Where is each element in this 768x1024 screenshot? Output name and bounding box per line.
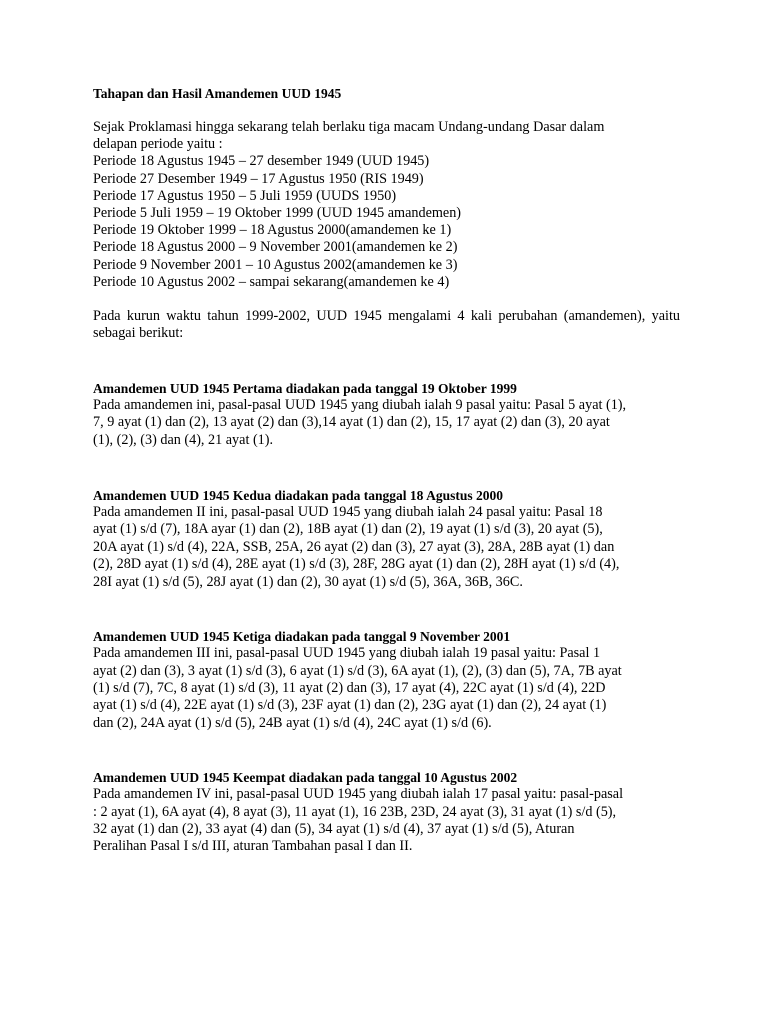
period-line: Periode 27 Desember 1949 – 17 Agustus 1950 (RIS 1949) — [93, 170, 424, 187]
section-text-line: (1) s/d (7), 7C, 8 ayat (1) s/d (3), 11 ayat (2) dan (3), 17 ayat (4), 22C ayat (1) s/d (4), 22D — [93, 679, 606, 696]
section-text-line: 28I ayat (1) s/d (5), 28J ayat (1) dan (2), 30 ayat (1) s/d (5), 36A, 36B, 36C. — [93, 573, 523, 590]
section-heading: Amandemen UUD 1945 Keempat diadakan pada tanggal 10 Agustus 2002 — [93, 770, 518, 786]
amendment-section-2 — [93, 487, 680, 591]
period-line: Periode 18 Agustus 2000 – 9 November 2001(amandemen ke 2) — [93, 239, 458, 256]
section-text-line: dan (2), 24A ayat (1) s/d (5), 24B ayat (1) s/d (4), 24C ayat (1) s/d (6). — [93, 714, 492, 731]
period-line: Periode 18 Agustus 1945 – 27 desember 1949 (UUD 1945) — [93, 153, 430, 170]
section-text-line: Pada amandemen ini, pasal-pasal UUD 1945 yang diubah ialah 9 pasal yaitu: Pasal 5 ayat (1), — [93, 396, 627, 413]
amendment-section-4 — [93, 769, 680, 856]
section-text-line: : 2 ayat (1), 6A ayat (4), 8 ayat (3), 11 ayat (1), 16 23B, 23D, 24 ayat (3), 31 ayat (1) s/d (5), — [93, 803, 617, 820]
period-line: Periode 17 Agustus 1950 – 5 Juli 1959 (UUDS 1950) — [93, 187, 397, 204]
section-text-line: 32 ayat (1) dan (2), 33 ayat (4) dan (5), 34 ayat (1) s/d (4), 37 ayat (1) s/d (5), Aturan — [93, 820, 575, 837]
section-text-line: ayat (1) s/d (7), 18A ayar (1) dan (2), 18B ayat (1) dan (2), 19 ayat (1) s/d (3), 20 ayat (5), — [93, 521, 603, 538]
section-heading: Amandemen UUD 1945 Ketiga diadakan pada tanggal 9 November 2001 — [93, 629, 511, 645]
section-text-line: Pada amandemen II ini, pasal-pasal UUD 1945 yang diubah ialah 24 pasal yaitu: Pasal 18 — [93, 504, 603, 521]
document-title: Tahapan dan Hasil Amandemen UUD 1945 — [93, 86, 342, 101]
intro-line: delapan periode yaitu : — [93, 136, 223, 153]
section-text-line: 7, 9 ayat (1) dan (2), 13 ayat (2) dan (3),14 ayat (1) dan (2), 15, 17 ayat (2) dan (3), 20 ayat — [93, 414, 610, 431]
intro-paragraph — [93, 119, 680, 291]
intro-line: Sejak Proklamasi hingga sekarang telah berlaku tiga macam Undang-undang Dasar dalam — [93, 119, 605, 135]
section-text-line: (1), (2), (3) dan (4), 21 ayat (1). — [93, 431, 274, 448]
section-text-line: (2), 28D ayat (1) s/d (4), 28E ayat (1) s/d (3), 28F, 28G ayat (1) dan (2), 28H ayat (1) s/d (4), — [93, 556, 620, 573]
section-text-line: ayat (1) s/d (4), 22E ayat (1) s/d (3), 23F ayat (1) dan (2), 23G ayat (1) dan (2), 24 ayat (1) — [93, 697, 607, 714]
section-heading: Amandemen UUD 1945 Kedua diadakan pada tanggal 18 Agustus 2000 — [93, 488, 503, 504]
period-line: Periode 9 November 2001 – 10 Agustus 2002(amandemen ke 3) — [93, 256, 458, 273]
section-text-line: 20A ayat (1) s/d (4), 22A, SSB, 25A, 26 ayat (2) dan (3), 27 ayat (3), 28A, 28B ayat (1) dan — [93, 538, 615, 555]
amendment-section-3 — [93, 628, 680, 732]
section-text-line: Pada amandemen IV ini, pasal-pasal UUD 1945 yang diubah ialah 17 pasal yaitu: pasal-pasal — [93, 786, 624, 803]
section-text-line: Peralihan Pasal I s/d III, aturan Tambahan pasal I dan II. — [93, 838, 413, 855]
summary-paragraph: Pada kurun waktu tahun 1999-2002, UUD 1945 mengalami 4 kali perubahan (amandemen), yaitu sebagai berikut: — [93, 308, 680, 342]
section-heading: Amandemen UUD 1945 Pertama diadakan pada tanggal 19 Oktober 1999 — [93, 380, 517, 396]
period-line: Periode 19 Oktober 1999 – 18 Agustus 2000(amandemen ke 1) — [93, 222, 452, 239]
period-line: Periode 10 Agustus 2002 – sampai sekarang(amandemen ke 4) — [93, 273, 450, 290]
period-line: Periode 5 Juli 1959 – 19 Oktober 1999 (UUD 1945 amandemen) — [93, 205, 462, 222]
section-text-line: ayat (2) dan (3), 3 ayat (1) s/d (3), 6 ayat (1) s/d (3), 6A ayat (1), (2), (3) dan (5), 7A, 7B ayat — [93, 662, 622, 679]
section-text-line: Pada amandemen III ini, pasal-pasal UUD 1945 yang diubah ialah 19 pasal yaitu: Pasal 1 — [93, 645, 601, 662]
amendment-section-1 — [93, 380, 680, 449]
